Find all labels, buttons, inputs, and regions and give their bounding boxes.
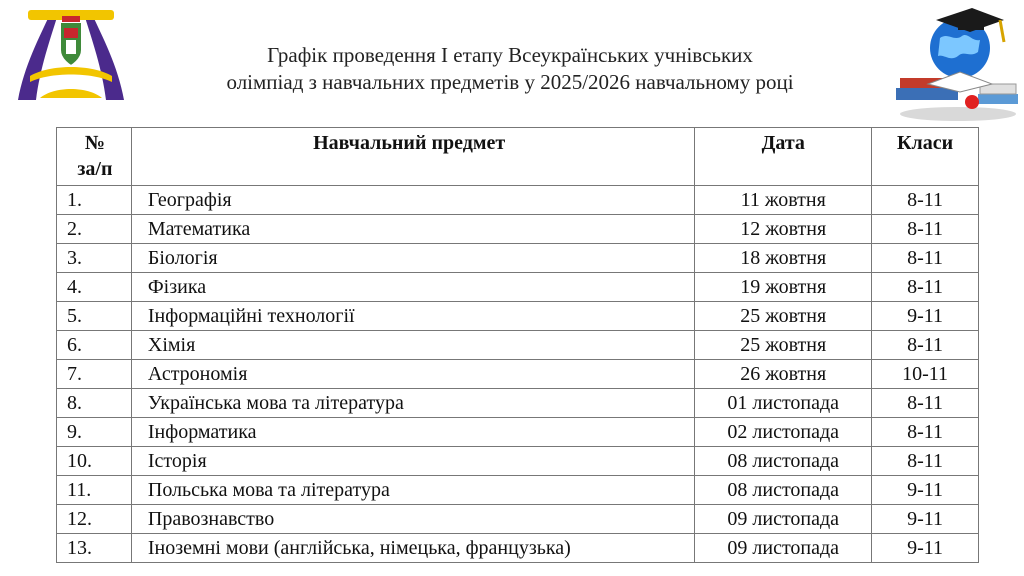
row-subject: Хімія [131, 331, 695, 360]
row-date: 25 жовтня [695, 331, 872, 360]
row-date: 09 листопада [695, 505, 872, 534]
table-row [57, 244, 979, 273]
table-row [57, 215, 979, 244]
title-line-2: олімпіад з навчальних предметів у 2025/2026 навчальному році [226, 70, 794, 94]
row-date: 08 листопада [695, 447, 872, 476]
row-subject: Інформатика [131, 418, 695, 447]
row-grades: 8-11 [872, 244, 979, 273]
column-header-subject: Навчальний предмет [131, 128, 695, 186]
row-subject: Правознавство [131, 505, 695, 534]
row-date: 01 листопада [695, 389, 872, 418]
row-grades: 8-11 [872, 331, 979, 360]
row-grades: 10-11 [872, 360, 979, 389]
row-number: 2. [57, 215, 132, 244]
column-header-number-line1: № [84, 132, 105, 154]
row-number: 8. [57, 389, 132, 418]
row-grades: 8-11 [872, 389, 979, 418]
row-grades: 8-11 [872, 215, 979, 244]
table-header-row [57, 128, 979, 186]
table-row [57, 534, 979, 563]
row-date: 08 листопада [695, 476, 872, 505]
row-grades: 9-11 [872, 476, 979, 505]
column-header-date: Дата [695, 128, 872, 186]
row-grades: 8-11 [872, 447, 979, 476]
row-subject: Польська мова та література [131, 476, 695, 505]
row-number: 5. [57, 302, 132, 331]
row-date: 19 жовтня [695, 273, 872, 302]
table-row [57, 505, 979, 534]
row-subject: Українська мова та література [131, 389, 695, 418]
row-subject: Астрономія [131, 360, 695, 389]
table-row [57, 273, 979, 302]
row-subject: Інформаційні технології [131, 302, 695, 331]
row-subject: Географія [131, 186, 695, 215]
document-title [150, 42, 870, 96]
row-grades: 8-11 [872, 186, 979, 215]
row-grades: 9-11 [872, 302, 979, 331]
table-row [57, 389, 979, 418]
row-date: 18 жовтня [695, 244, 872, 273]
row-number: 9. [57, 418, 132, 447]
row-date: 02 листопада [695, 418, 872, 447]
row-grades: 8-11 [872, 273, 979, 302]
globe-books-icon [888, 2, 1022, 124]
row-date: 09 листопада [695, 534, 872, 563]
table-row [57, 302, 979, 331]
row-date: 25 жовтня [695, 302, 872, 331]
row-subject: Біологія [131, 244, 695, 273]
row-date: 12 жовтня [695, 215, 872, 244]
row-subject: Іноземні мови (англійська, німецька, французька) [131, 534, 695, 563]
column-header-number [57, 128, 132, 186]
row-grades: 8-11 [872, 418, 979, 447]
row-number: 11. [57, 476, 132, 505]
table-row [57, 186, 979, 215]
row-subject: Математика [131, 215, 695, 244]
row-number: 3. [57, 244, 132, 273]
row-number: 7. [57, 360, 132, 389]
olympiad-schedule-table [56, 127, 979, 563]
table-row [57, 418, 979, 447]
row-number: 1. [57, 186, 132, 215]
column-header-number-line2: за/п [77, 158, 113, 180]
row-number: 4. [57, 273, 132, 302]
column-header-grades: Класи [872, 128, 979, 186]
table-row [57, 360, 979, 389]
row-number: 10. [57, 447, 132, 476]
table-row [57, 331, 979, 360]
row-subject: Фізика [131, 273, 695, 302]
table-row [57, 447, 979, 476]
title-line-1: Графік проведення І етапу Всеукраїнських учнівських [267, 43, 753, 67]
row-number: 13. [57, 534, 132, 563]
row-date: 26 жовтня [695, 360, 872, 389]
school-emblem-logo [10, 6, 132, 102]
row-subject: Історія [131, 447, 695, 476]
row-number: 6. [57, 331, 132, 360]
row-grades: 9-11 [872, 505, 979, 534]
row-number: 12. [57, 505, 132, 534]
table-row [57, 476, 979, 505]
row-date: 11 жовтня [695, 186, 872, 215]
row-grades: 9-11 [872, 534, 979, 563]
